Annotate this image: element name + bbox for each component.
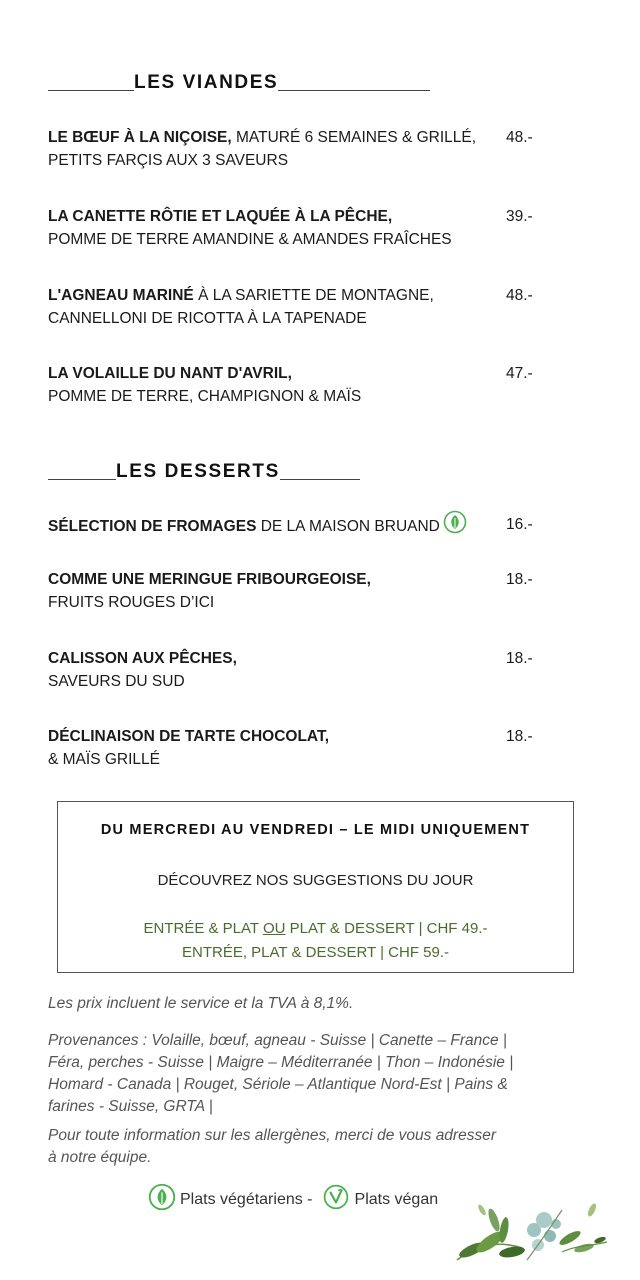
item-desc: MATURÉ 6 SEMAINES & GRILLÉ,: [231, 129, 477, 146]
item-name: LE BŒUF À LA NIÇOISE,: [48, 129, 232, 146]
offer1-ou: OU: [262, 920, 286, 937]
item-desc-line2: FRUITS ROUGES D’ICI: [48, 594, 215, 611]
item-desc: DE LA MAISON BRUAND: [256, 518, 440, 536]
lunch-offer-box: [57, 801, 574, 973]
item-desc-line2: POMME DE TERRE AMANDINE & AMANDES FRAÎCHES: [48, 231, 452, 248]
diet-legend: [148, 1183, 438, 1216]
item-desc-line2: CANNELLONI DE RICOTTA À LA TAPENADE: [48, 310, 367, 327]
legend-vegan-label: Plats végan: [354, 1190, 439, 1208]
menu-item: [48, 205, 608, 251]
section-title-viandes: [48, 72, 430, 94]
item-name: CALISSON AUX PÊCHES,: [48, 650, 237, 667]
section-title-text: LES DESSERTS: [116, 461, 280, 482]
provenance-line: farines - Suisse, GRTA |: [48, 1098, 213, 1115]
offer1-part-b: PLAT & DESSERT | CHF 49.-: [285, 920, 488, 937]
lunch-offer-line2: ENTRÉE, PLAT & DESSERT | CHF 59.-: [181, 944, 450, 961]
provenance-line: Provenances : Volaille, bœuf, agneau - Suisse | Canette – France |: [48, 1032, 507, 1049]
lunch-offer-headline: DU MERCREDI AU VENDREDI – LE MIDI UNIQUEMENT: [100, 822, 531, 838]
item-price: 16.-: [506, 516, 533, 533]
decorative-leaves-icon: [452, 1190, 617, 1267]
menu-item: [48, 647, 608, 693]
menu-item: [48, 284, 608, 330]
item-desc-line2: SAVEURS DU SUD: [48, 673, 185, 690]
item-desc: À LA SARIETTE DE MONTAGNE,: [193, 287, 434, 304]
section-title-desserts: [48, 461, 360, 483]
item-name: LA VOLAILLE DU NANT D'AVRIL,: [48, 365, 292, 382]
item-price: 18.-: [506, 728, 533, 745]
title-rule-left: [48, 90, 134, 91]
legend-vegetarian-label: Plats végétariens -: [180, 1190, 313, 1208]
vegetarian-leaf-icon: [443, 510, 467, 541]
lunch-offer-subtitle: DÉCOUVREZ NOS SUGGESTIONS DU JOUR: [157, 872, 474, 889]
offer1-part-a: ENTRÉE & PLAT: [143, 920, 263, 937]
item-price: 48.-: [506, 129, 533, 146]
item-price: 18.-: [506, 571, 533, 588]
title-rule-right: [278, 90, 430, 91]
item-name: SÉLECTION DE FROMAGES: [48, 518, 257, 536]
title-rule-right: [280, 479, 360, 480]
item-price: 18.-: [506, 650, 533, 667]
menu-item: [48, 725, 608, 771]
menu-item: [48, 513, 608, 541]
menu-item: [48, 362, 608, 408]
item-desc-line2: PETITS FARÇIS AUX 3 SAVEURS: [48, 152, 289, 169]
provenance-line: Féra, perches - Suisse | Maigre – Méditerranée | Thon – Indonésie |: [48, 1054, 514, 1071]
item-name: L'AGNEAU MARINÉ: [48, 287, 194, 304]
section-title-text: LES VIANDES: [134, 72, 279, 93]
provenance-line: Homard - Canada | Rouget, Sériole – Atlantique Nord-Est | Pains &: [48, 1076, 508, 1093]
lunch-offer-line1: [58, 920, 573, 937]
allergen-line: Pour toute information sur les allergènes, merci de vous adresser: [48, 1127, 496, 1144]
vegan-v-icon: [323, 1184, 349, 1215]
item-name: LA CANETTE RÔTIE ET LAQUÉE À LA PÊCHE,: [48, 208, 393, 225]
item-name: COMME UNE MERINGUE FRIBOURGEOISE,: [48, 571, 371, 588]
title-rule-left: [48, 479, 116, 480]
item-desc-line2: POMME DE TERRE, CHAMPIGNON & MAÏS: [48, 388, 362, 405]
item-price: 47.-: [506, 365, 533, 382]
item-price: 48.-: [506, 287, 533, 304]
price-note: Les prix incluent le service et la TVA à 8,1%.: [48, 995, 354, 1012]
vegetarian-leaf-icon: [148, 1183, 176, 1216]
item-desc-line2: & MAÏS GRILLÉ: [48, 751, 160, 768]
item-price: 39.-: [506, 208, 533, 225]
allergen-line: à notre équipe.: [48, 1149, 152, 1166]
provenance-note: [48, 1030, 608, 1118]
item-name: DÉCLINAISON DE TARTE CHOCOLAT,: [48, 728, 330, 745]
menu-item: [48, 568, 608, 614]
allergen-note: [48, 1125, 608, 1169]
menu-item: [48, 126, 608, 172]
